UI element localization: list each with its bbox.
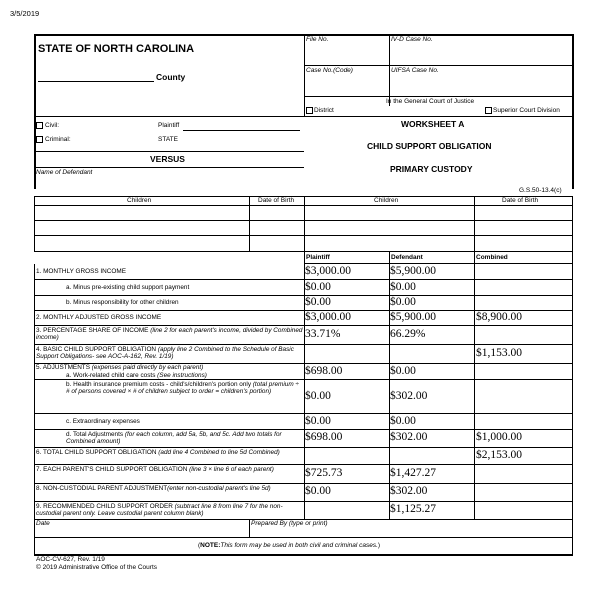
note-label: NOTE: [200,542,221,549]
plaintiff-party-line[interactable] [183,130,300,131]
defendant-value[interactable]: $5,900.00 [390,311,436,323]
district-checkbox[interactable] [306,107,313,114]
row-note: (apply line 2 Combined to the Schedule of Basic Support Obligations- see AOC-A-162, Rev. 1/19) [36,346,294,360]
row-note: (for each column, add 5a, 5b, and 5c. Add two totals for Combined amount) [66,431,282,445]
defendant-value[interactable]: $0.00 [390,296,416,308]
plaintiff-party-label: Plaintiff [158,122,180,129]
date-label: Date [36,520,50,527]
plaintiff-value[interactable]: $0.00 [305,485,331,497]
plaintiff-value[interactable]: $3,000.00 [305,265,351,277]
superior-checkbox[interactable] [485,107,492,114]
dob-header-left: Date of Birth [258,197,295,204]
superior-label: Superior Court Division [493,107,560,114]
plaintiff-value[interactable]: $725.73 [305,467,343,479]
defendant-value[interactable]: $1,427.27 [390,467,436,479]
copyright: © 2019 Administrative Office of the Courts [36,564,158,571]
civil-label: Civil: [45,122,60,129]
form-number: AOC-CV-627, Rev. 1/19 [36,556,105,563]
row-note: (line 2 for each parent's income, divided by Combined income) [36,327,303,341]
row-note: (total premium ÷ # of persons covered × # of children subject to order = children's portion) [66,381,299,395]
row-note: (add line 4 Combined to line 5d Combined) [158,449,280,456]
row-note: (expenses paid directly by each parent) [91,364,204,371]
case-no-code-label: Case No.(Code) [306,67,353,74]
civil-checkbox[interactable] [36,122,43,129]
children-header-left: Children [127,197,152,204]
worksheet-title: WORKSHEET A [401,119,465,129]
defendant-value[interactable]: $302.00 [390,485,428,497]
row-title: 4. BASIC CHILD SUPPORT OBLIGATION [36,346,157,353]
row-note: (subtract line 8 from line 7 for the non-custodial parent only. Leave custodial parent column blank) [36,503,283,517]
row-title: 9. RECOMMENDED CHILD SUPPORT ORDER [36,503,173,510]
row-subtitle: a. Work-related child care costs [66,372,156,379]
defendant-value[interactable]: $302.00 [390,431,428,443]
defendant-value[interactable]: $0.00 [390,415,416,427]
row-sublabel [66,372,302,379]
defendant-value[interactable]: $0.00 [390,365,416,377]
row-label [66,431,304,447]
defendant-value[interactable]: 66.29% [390,328,426,340]
row-title: 3. PERCENTAGE SHARE OF INCOME [36,327,149,334]
defendant-value[interactable]: $5,900.00 [390,265,436,277]
row-title: d. Total Adjustments [66,431,124,438]
row-label: c. Extraordinary expenses [66,418,140,425]
plaintiff-value[interactable]: $0.00 [305,296,331,308]
plaintiff-value[interactable]: $3,000.00 [305,311,351,323]
plaintiff-value[interactable]: $698.00 [305,431,343,443]
row-label [36,466,304,482]
row-title: 8. NON-CUSTODIAL PARENT ADJUSTMENT [36,485,168,492]
row-label [66,381,304,411]
row-title: b. Health insurance premium costs - child's/children's portion only [66,381,252,388]
note-text: This form may be used in both civil and criminal cases. [220,542,378,549]
ivd-case-no-label: IV-D Case No. [391,36,433,43]
plaintiff-value[interactable]: $0.00 [305,281,331,293]
children-header-right: Children [374,197,399,204]
plaintiff-col-header: Plaintiff [306,254,330,261]
defendant-value[interactable]: $302.00 [390,390,428,402]
county-line[interactable] [38,81,154,82]
plaintiff-value[interactable]: $698.00 [305,365,343,377]
row-label [36,346,304,362]
row-label: 1. MONTHLY GROSS INCOME [36,268,126,275]
file-no-label: File No. [306,36,329,43]
row-title: 5. ADJUSTMENTS [36,364,90,371]
state-party-label: STATE [158,136,178,143]
criminal-checkbox[interactable] [36,136,43,143]
row-label [36,503,304,519]
prepared-by-label: Prepared By (type or print) [251,520,328,527]
versus-label: VERSUS [150,154,185,164]
plaintiff-value[interactable]: $0.00 [305,415,331,427]
date-stamp: 3/5/2019 [10,9,40,18]
row-label [36,327,304,343]
district-label: District [314,107,334,114]
statute-reference: G.S.50-13.4(c) [519,187,562,194]
plaintiff-value[interactable]: 33.71% [305,328,341,340]
row-label: b. Minus responsibility for other children [66,299,179,306]
state-title: STATE OF NORTH CAROLINA [38,43,195,55]
row-label: 2. MONTHLY ADJUSTED GROSS INCOME [36,314,162,321]
worksheet-subtitle: CHILD SUPPORT OBLIGATION [367,141,492,151]
criminal-label: Criminal: [45,136,71,143]
combined-value[interactable]: $2,153.00 [476,449,522,461]
combined-value[interactable]: $1,000.00 [476,431,522,443]
combined-col-header: Combined [476,254,508,261]
row-title: 7. EACH PARENT'S CHILD SUPPORT OBLIGATION [36,466,188,473]
county-label: County [156,72,186,82]
defendant-value[interactable]: $0.00 [390,281,416,293]
row-note: (line 3 × line 6 of each parent) [189,466,274,473]
row-note: (enter non-custodial parent's line 5d) [167,485,271,492]
court-line: In the General Court of Justice [386,98,475,105]
row-label [36,485,304,501]
plaintiff-value[interactable]: $0.00 [305,390,331,402]
dob-header-right: Date of Birth [502,197,539,204]
uifsa-case-no-label: UIFSA Case No. [391,67,439,74]
row-label [36,364,302,371]
usage-note: (NOTE:This form may be used in both civil and criminal cases.) [198,542,381,549]
custody-type: PRIMARY CUSTODY [390,164,473,174]
combined-value[interactable]: $8,900.00 [476,311,522,323]
combined-value[interactable]: $1,153.00 [476,347,522,359]
row-subnote: (See instructions) [157,372,207,379]
row-label [36,449,304,464]
defendant-name-label: Name of Defendant [36,169,93,176]
row-label: a. Minus pre-existing child support payment [66,284,190,291]
row-title: 6. TOTAL CHILD SUPPORT OBLIGATION [36,449,157,456]
defendant-value[interactable]: $1,125.27 [390,503,436,515]
defendant-col-header: Defendant [391,254,423,261]
